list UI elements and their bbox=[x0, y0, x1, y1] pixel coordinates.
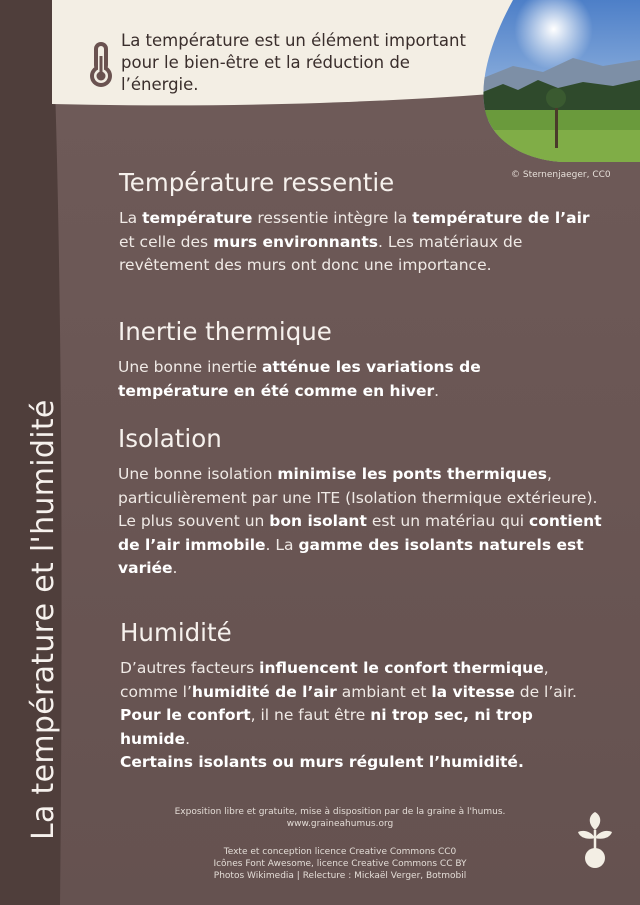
photo-credit: © Sternenjaeger, CC0 bbox=[511, 170, 611, 180]
footer-line: Icônes Font Awesome, licence Creative Commons CC BY bbox=[213, 859, 467, 869]
section-text: D’autres facteurs influencent le confort thermique, comme l’humidité de l’air ambiant et la vitesse de l’air. Pour le confort, il ne faut être ni trop sec, ni trop humide. Certains isolants ou murs régulent l’humidité. bbox=[120, 659, 577, 771]
footer-line: Photos Wikimedia | Relecture : Mickaël Verger, Botmobil bbox=[213, 871, 467, 881]
vertical-title: La température et l'humidité bbox=[26, 399, 61, 840]
footer-website: www.graineahumus.org bbox=[286, 819, 394, 829]
landscape-photo bbox=[483, 0, 640, 162]
section-title: Isolation bbox=[118, 424, 222, 453]
seedling-logo-icon bbox=[574, 812, 616, 870]
footer-line: Texte et conception licence Creative Commons CC0 bbox=[223, 847, 457, 857]
footer-credits bbox=[140, 846, 540, 882]
thermometer-icon bbox=[88, 40, 114, 88]
section-title: Température ressentie bbox=[119, 168, 395, 197]
section-text: La température ressentie intègre la température de l’air et celle des murs environnants. Les matériaux de revêtement des murs ont donc une importance. bbox=[119, 209, 590, 274]
section-text: Une bonne isolation minimise les ponts thermiques, particulièrement par une ITE (Isolation thermique extérieure). Le plus souvent un bon isolant est un matériau qui contient de l’air immobile. La gamme des isolants naturels est variée. bbox=[118, 465, 602, 577]
intro-text: La température est un élément important pour le bien-être et la réduction de l’énergie. bbox=[121, 31, 466, 94]
section-isolation bbox=[118, 424, 613, 581]
section-inertie-thermique bbox=[118, 317, 538, 403]
section-title: Humidité bbox=[120, 618, 232, 647]
section-temperature-ressentie bbox=[119, 168, 599, 278]
section-text: Une bonne inertie atténue les variations de température en été comme en hiver. bbox=[118, 358, 481, 400]
footer-exposition bbox=[140, 806, 540, 830]
section-title: Inertie thermique bbox=[118, 317, 332, 346]
section-humidite bbox=[120, 618, 605, 775]
footer-line: Exposition libre et gratuite, mise à disposition par de la graine à l'humus. bbox=[174, 807, 506, 817]
